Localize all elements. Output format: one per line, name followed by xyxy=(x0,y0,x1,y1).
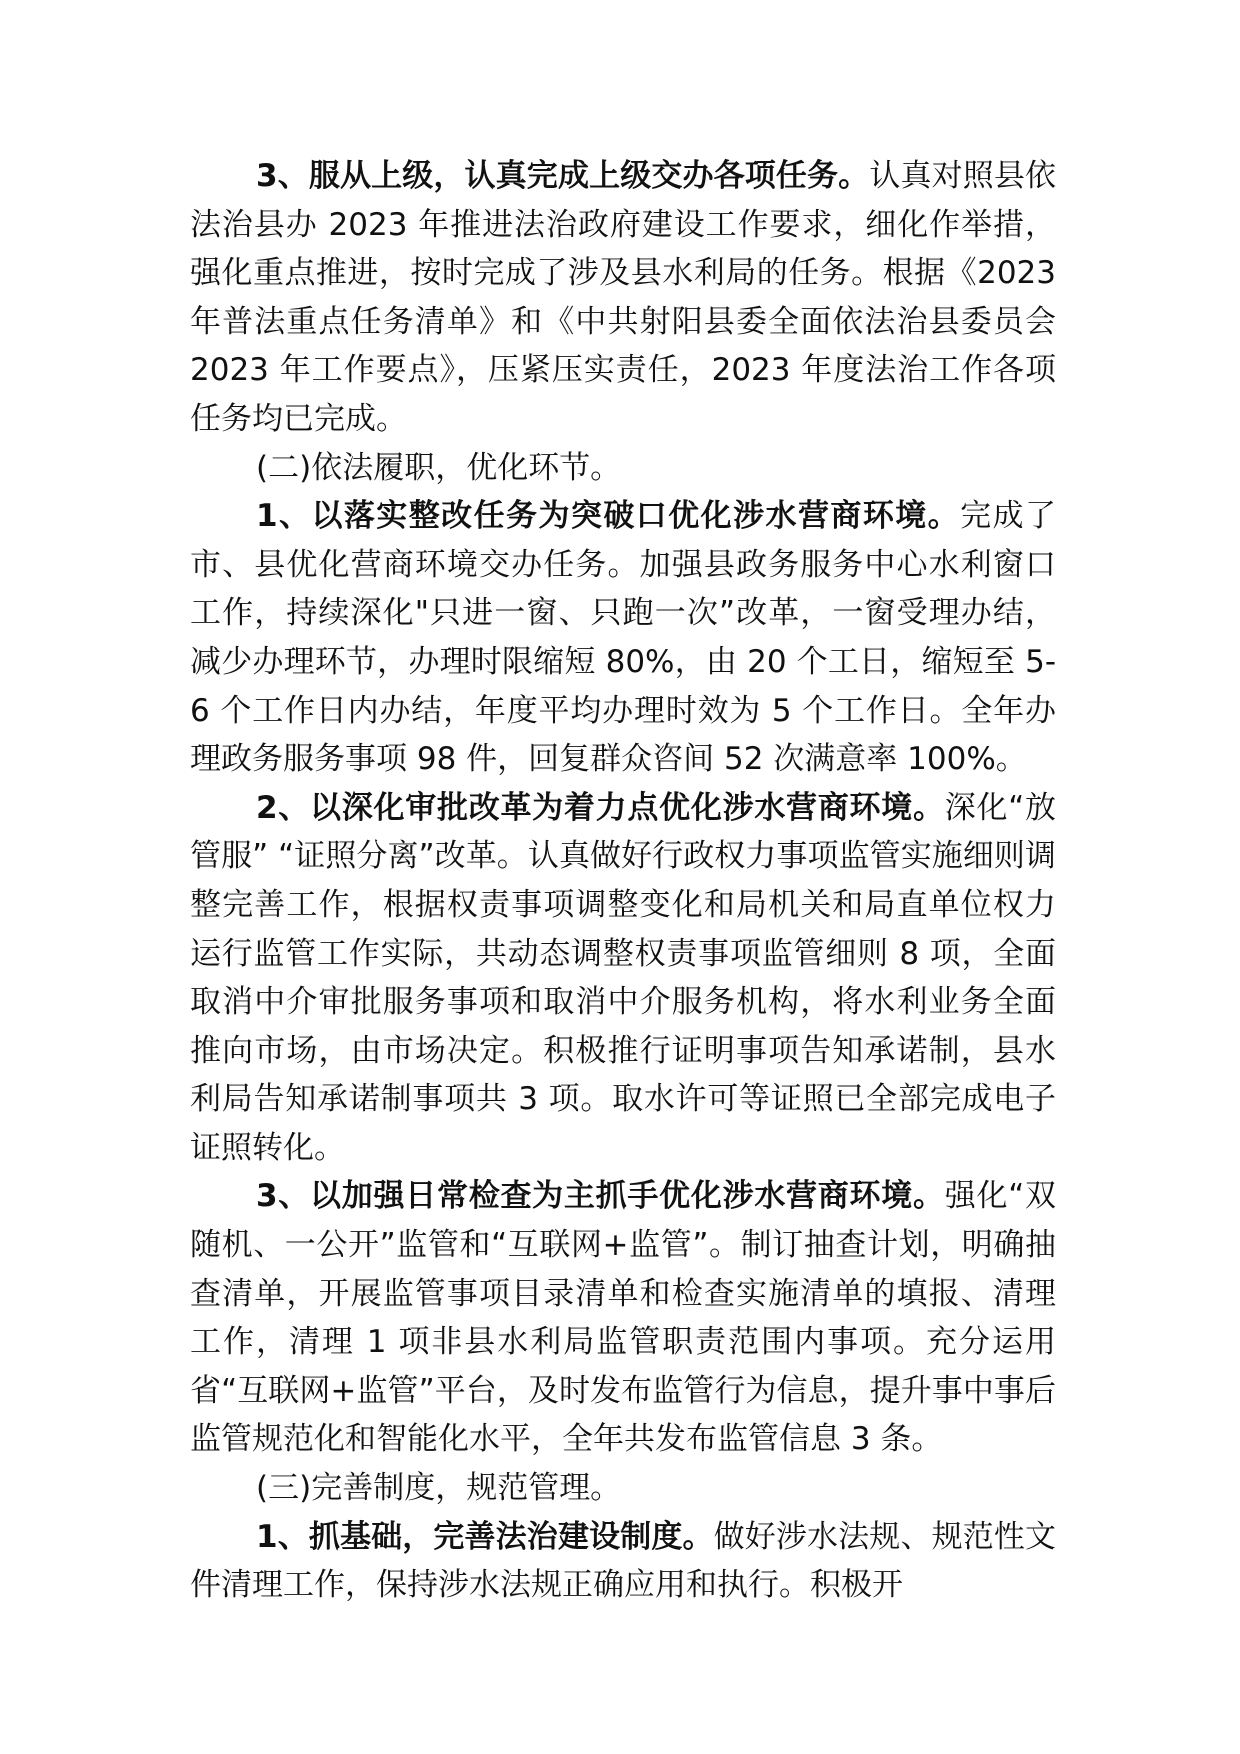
document-page xyxy=(190,152,1056,1610)
paragraph-body: 完成了市、县优化营商环境交办任务。加强县政务服务中心水利窗口工作，持续深化"只进一窗、只跑一次”改革，一窗受理办结，减少办理环节，办理时限缩短 80%，由 20 个工日，缩短至 5-6 个工作日内办结，年度平均办理时效为 5 个工作日。全年办理政务服务事项 98 件，回复群众咨间 52 次满意率 100%。 xyxy=(190,498,1056,778)
paragraph-lead: 3、服从上级，认真完成上级交办各项任务。 xyxy=(256,158,870,194)
paragraph-body: (三)完善制度，规范管理。 xyxy=(256,1470,622,1507)
paragraph-rectification xyxy=(190,492,1056,784)
paragraph-body: 强化“双随机、一公开”监管和“互联网+监管”。制订抽查计划，明确抽查清单，开展监管事项目录清单和检查实施清单的填报、清理工作，清理 1 项非县水利局监管职责范围内事项。充分运用省“互联网+监管”平台，及时发布监管行为信息，提升事中事后监管规范化和智能化水平，全年共发布监管信息 3 条。 xyxy=(190,1178,1056,1458)
paragraph-body: (二)依法履职，优化环节。 xyxy=(256,449,622,486)
paragraph-body: 认真对照县依法治县办 2023 年推进法治政府建设工作要求，细化作举措，强化重点推进，按时完成了涉及县水利局的任务。根据《2023 年普法重点任务清单》和《中共射阳县委全面依法治县委员会 2023 年工作要点》，压紧压实责任，2023 年度法治工作各项任务均已完成。 xyxy=(190,158,1056,437)
section-heading-2 xyxy=(190,444,1056,493)
paragraph-body: 深化“放管服” “证照分离”改革。认真做好行政权力事项监管实施细则调整完善工作，根据权责事项调整变化和局机关和局直单位权力运行监管工作实际，共动态调整权责事项监管细则 8 项，全面取消中介审批服务事项和取消中介服务机构，将水利业务全面推向市场，由市场决定。积极推行证明事项告知承诺制，县水利局告知承诺制事项共 3 项。取水许可等证照已全部完成电子证照转化。 xyxy=(190,789,1056,1166)
paragraph-lead: 2、以深化审批改革为着力点优化涉水营商环境。 xyxy=(256,789,945,826)
paragraph-lead: 1、以落实整改任务为突破口优化涉水营商环境。 xyxy=(256,498,961,535)
paragraph-lead: 3、以加强日常检查为主抓手优化涉水营商环境。 xyxy=(256,1178,945,1215)
paragraph-daily-inspection xyxy=(190,1172,1056,1464)
paragraph-lead: 1、抓基础，完善法治建设制度。 xyxy=(256,1518,714,1555)
section-heading-3 xyxy=(190,1464,1056,1513)
paragraph-approval-reform xyxy=(190,784,1056,1173)
paragraph-body: 做好涉水法规、规范性文件清理工作，保持涉水法规正确应用和执行。积极开 xyxy=(190,1518,1056,1604)
paragraph-task-completion xyxy=(190,152,1056,444)
paragraph-legal-system xyxy=(190,1513,1056,1610)
